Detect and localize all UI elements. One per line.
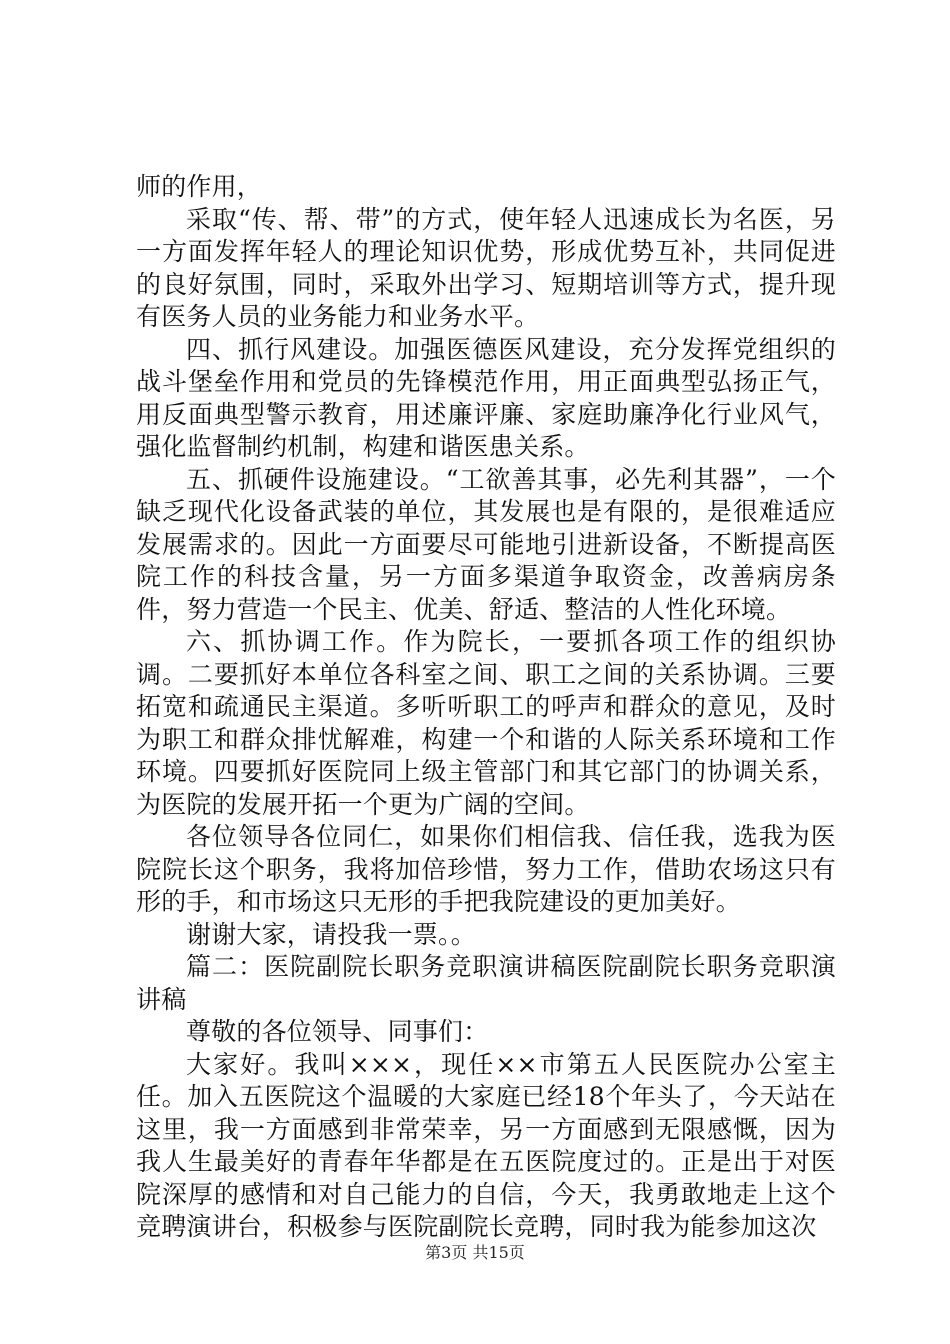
paragraph: 师的作用， (136, 172, 263, 201)
paragraph: 尊敬的各位领导、同事们： (186, 1017, 489, 1046)
paragraph: 六、抓协调工作。作为院长，一要抓各项工作的组织协调。二要抓好本单位各科室之间、职工之间的关系协调。三要拓宽和疏通民主渠道。多听听职工的呼声和群众的意见，及时为职工和群众排忧解难，构建一个和谐的人际关系环境和工作环境。四要抓好医院同上级主管部门和其它部门的协调关系，为医院的发展开拓一个更为广阔的空间。 (136, 627, 836, 819)
paragraph: 大家好。我叫×××，现任××市第五人民医院办公室主任。加入五医院这个温暖的大家庭已经18个年头了，今天站在这里，我一方面感到非常荣幸，另一方面感到无限感慨，因为我人生最美好的青春年华都是在五医院度过的。正是出于对医院深厚的感情和对自己能力的自信，今天，我勇敢地走上这个竞聘演讲台，积极参与医院副院长竞聘，同时我为能参加这次 (136, 1049, 836, 1241)
paragraph: 各位领导各位同仁，如果你们相信我、信任我，选我为医院院长这个职务，我将加倍珍惜，努力工作，借助农场这只有形的手，和市场这只无形的手把我院建设的更加美好。 (136, 822, 836, 916)
paragraph: 谢谢大家，请投我一票。。 (186, 919, 476, 949)
paragraph: 四、抓行风建设。加强医德医风建设，充分发挥党组织的战斗堡垒作用和党员的先锋模范作用，用正面典型弘扬正气，用反面典型警示教育，用述廉评廉、家庭助廉净化行业风气，强化监督制约机制，构建和谐医患关系。 (136, 334, 836, 461)
page-number-footer: 第3页 共15页 (425, 1243, 525, 1262)
paragraph: 采取“传、帮、带”的方式，使年轻人迅速成长为名医，另一方面发挥年轻人的理论知识优势，形成优势互补，共同促进的良好氛围，同时，采取外出学习、短期培训等方式，提升现有医务人员的业务能力和业务水平。 (136, 204, 836, 331)
paragraph: 篇二：医院副院长职务竞职演讲稿医院副院长职务竞职演讲稿 (136, 952, 836, 1014)
document-body (136, 171, 836, 1244)
paragraph: 五、抓硬件设施建设。“工欲善其事，必先利其器”，一个缺乏现代化设备武装的单位，其发展也是有限的，是很难适应发展需求的。因此一方面要尽可能地引进新设备，不断提高医院工作的科技含量，另一方面多渠道争取资金，改善病房条件，努力营造一个民主、优美、舒适、整洁的人性化环境。 (136, 464, 836, 624)
